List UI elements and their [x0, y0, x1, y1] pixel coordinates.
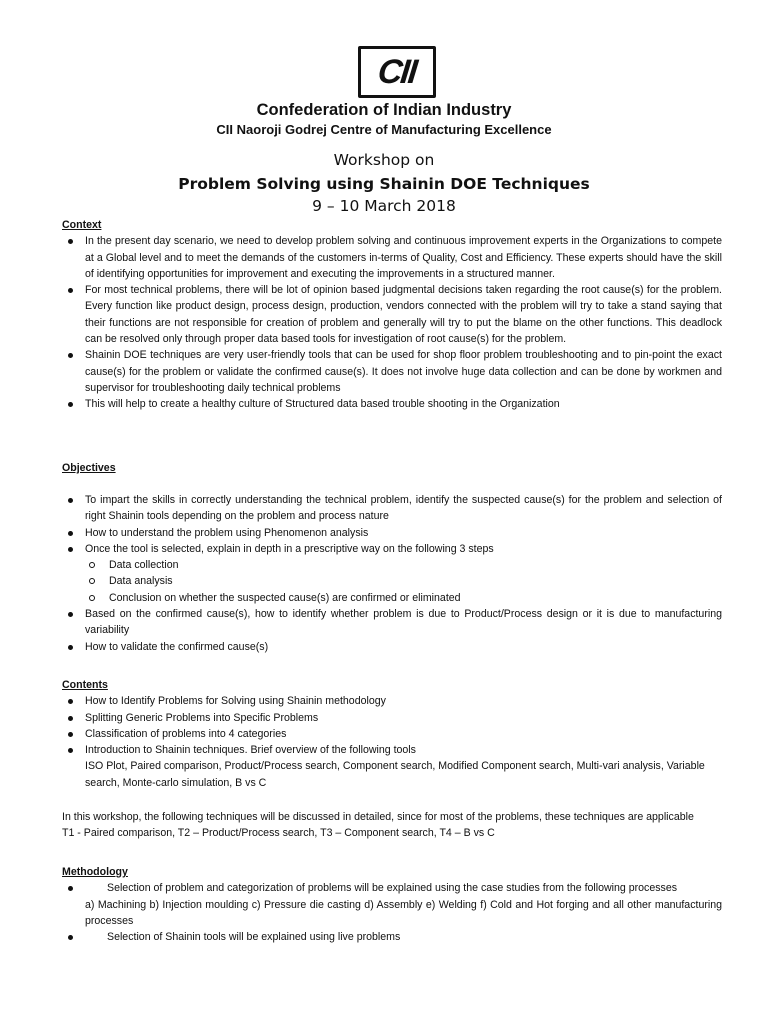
contents-note: In this workshop, the following techniques will be discussed in detailed, since for most of the problems, these techniques are applicable: [62, 811, 694, 823]
cii-logo: [358, 46, 436, 98]
list-item: Selection of problem and categorization of problems will be explained using the case studies from the following processes: [62, 880, 722, 896]
contents-section: [62, 677, 722, 791]
sub-list-item: Conclusion on whether the suspected cause(s) are confirmed or eliminated: [85, 590, 722, 606]
list-item: Introduction to Shainin techniques. Brief overview of the following tools: [62, 742, 722, 758]
workshop-title: Problem Solving using Shainin DOE Techniques: [178, 175, 590, 193]
logo-text: CII: [376, 53, 418, 91]
list-item: Based on the confirmed cause(s), how to identify whether problem is due to Product/Process design or it is due to manufacturing variability: [62, 606, 722, 639]
list-item: How to understand the problem using Phenomenon analysis: [62, 525, 722, 541]
list-item: This will help to create a healthy culture of Structured data based trouble shooting in the Organization: [62, 396, 722, 412]
objectives-list: [62, 492, 722, 557]
workshop-on: Workshop on: [333, 151, 435, 169]
list-item: How to Identify Problems for Solving using Shainin methodology: [62, 693, 722, 709]
sub-list-item: Data collection: [85, 557, 722, 573]
context-section: [62, 217, 722, 413]
contents-heading: Contents: [62, 679, 108, 691]
list-item: For most technical problems, there will be lot of opinion based judgmental decisions taken regarding the root cause(s) for the problem. Every function like product design, process design, production, vendors connected with the problem will try to take a stand saying that their functions are not responsible for creation of problem and generally will try to put the blame on the other functions. This deadlock can be resolved only through proper data based tools for investigation of root cause(s) for the problem.: [62, 282, 722, 347]
methodology-list-continued: [62, 929, 722, 945]
objectives-sub-list: [62, 557, 722, 606]
workshop-date: 9 – 10 March 2018: [312, 197, 456, 215]
tools-list: ISO Plot, Paired comparison, Product/Process search, Component search, Modified Component search, Multi-vari analysis, Variable search, Monte-carlo simulation, B vs C: [85, 760, 705, 789]
context-list: [62, 233, 722, 412]
methodology-heading: Methodology: [62, 866, 128, 878]
sub-list-item: Data analysis: [85, 573, 722, 589]
list-item: Selection of Shainin tools will be explained using live problems: [62, 929, 722, 945]
list-item: Shainin DOE techniques are very user-friendly tools that can be used for shop floor problem troubleshooting and to pin-point the exact cause(s) for the problem or validate the confirmed cause(s). It does not involve huge data collection and can be done by workmen and supervisor for troubleshooting daily technical problems: [62, 347, 722, 396]
methodology-section: [62, 864, 722, 945]
objectives-body: [62, 492, 722, 655]
list-item: In the present day scenario, we need to develop problem solving and continuous improvement experts in the Organizations to compete at a Global level and to meet the demands of the customers in-terms of Quality, Cost and Efficiency. These experts should have the skill of identifying opportunities for improvement and executing the improvements in a structured manner.: [62, 233, 722, 282]
contents-list: [62, 693, 722, 758]
context-heading: Context: [62, 219, 102, 231]
centre-name: CII Naoroji Godrej Centre of Manufacturing Excellence: [216, 122, 552, 137]
contents-note-block: [62, 809, 722, 842]
list-item: To impart the skills in correctly understanding the technical problem, identify the suspected cause(s) for the problem and selection of right Shainin tools depending on the problem and process nature: [62, 492, 722, 525]
objectives-section: [62, 460, 722, 476]
list-item: Once the tool is selected, explain in depth in a prescriptive way on the following 3 steps: [62, 541, 722, 557]
organization-name: Confederation of Indian Industry: [256, 101, 512, 119]
techniques-list: T1 - Paired comparison, T2 – Product/Process search, T3 – Component search, T4 – B vs C: [62, 827, 495, 840]
list-item: How to validate the confirmed cause(s): [62, 639, 722, 655]
objectives-heading: Objectives: [62, 462, 116, 474]
methodology-list: [62, 880, 722, 896]
list-item: Splitting Generic Problems into Specific Problems: [62, 710, 722, 726]
list-item: Classification of problems into 4 categories: [62, 726, 722, 742]
objectives-list-continued: [62, 606, 722, 655]
process-list: a) Machining b) Injection moulding c) Pressure die casting d) Assembly e) Welding f) Cold and Hot forging and all other manufacturing processes: [85, 898, 722, 927]
